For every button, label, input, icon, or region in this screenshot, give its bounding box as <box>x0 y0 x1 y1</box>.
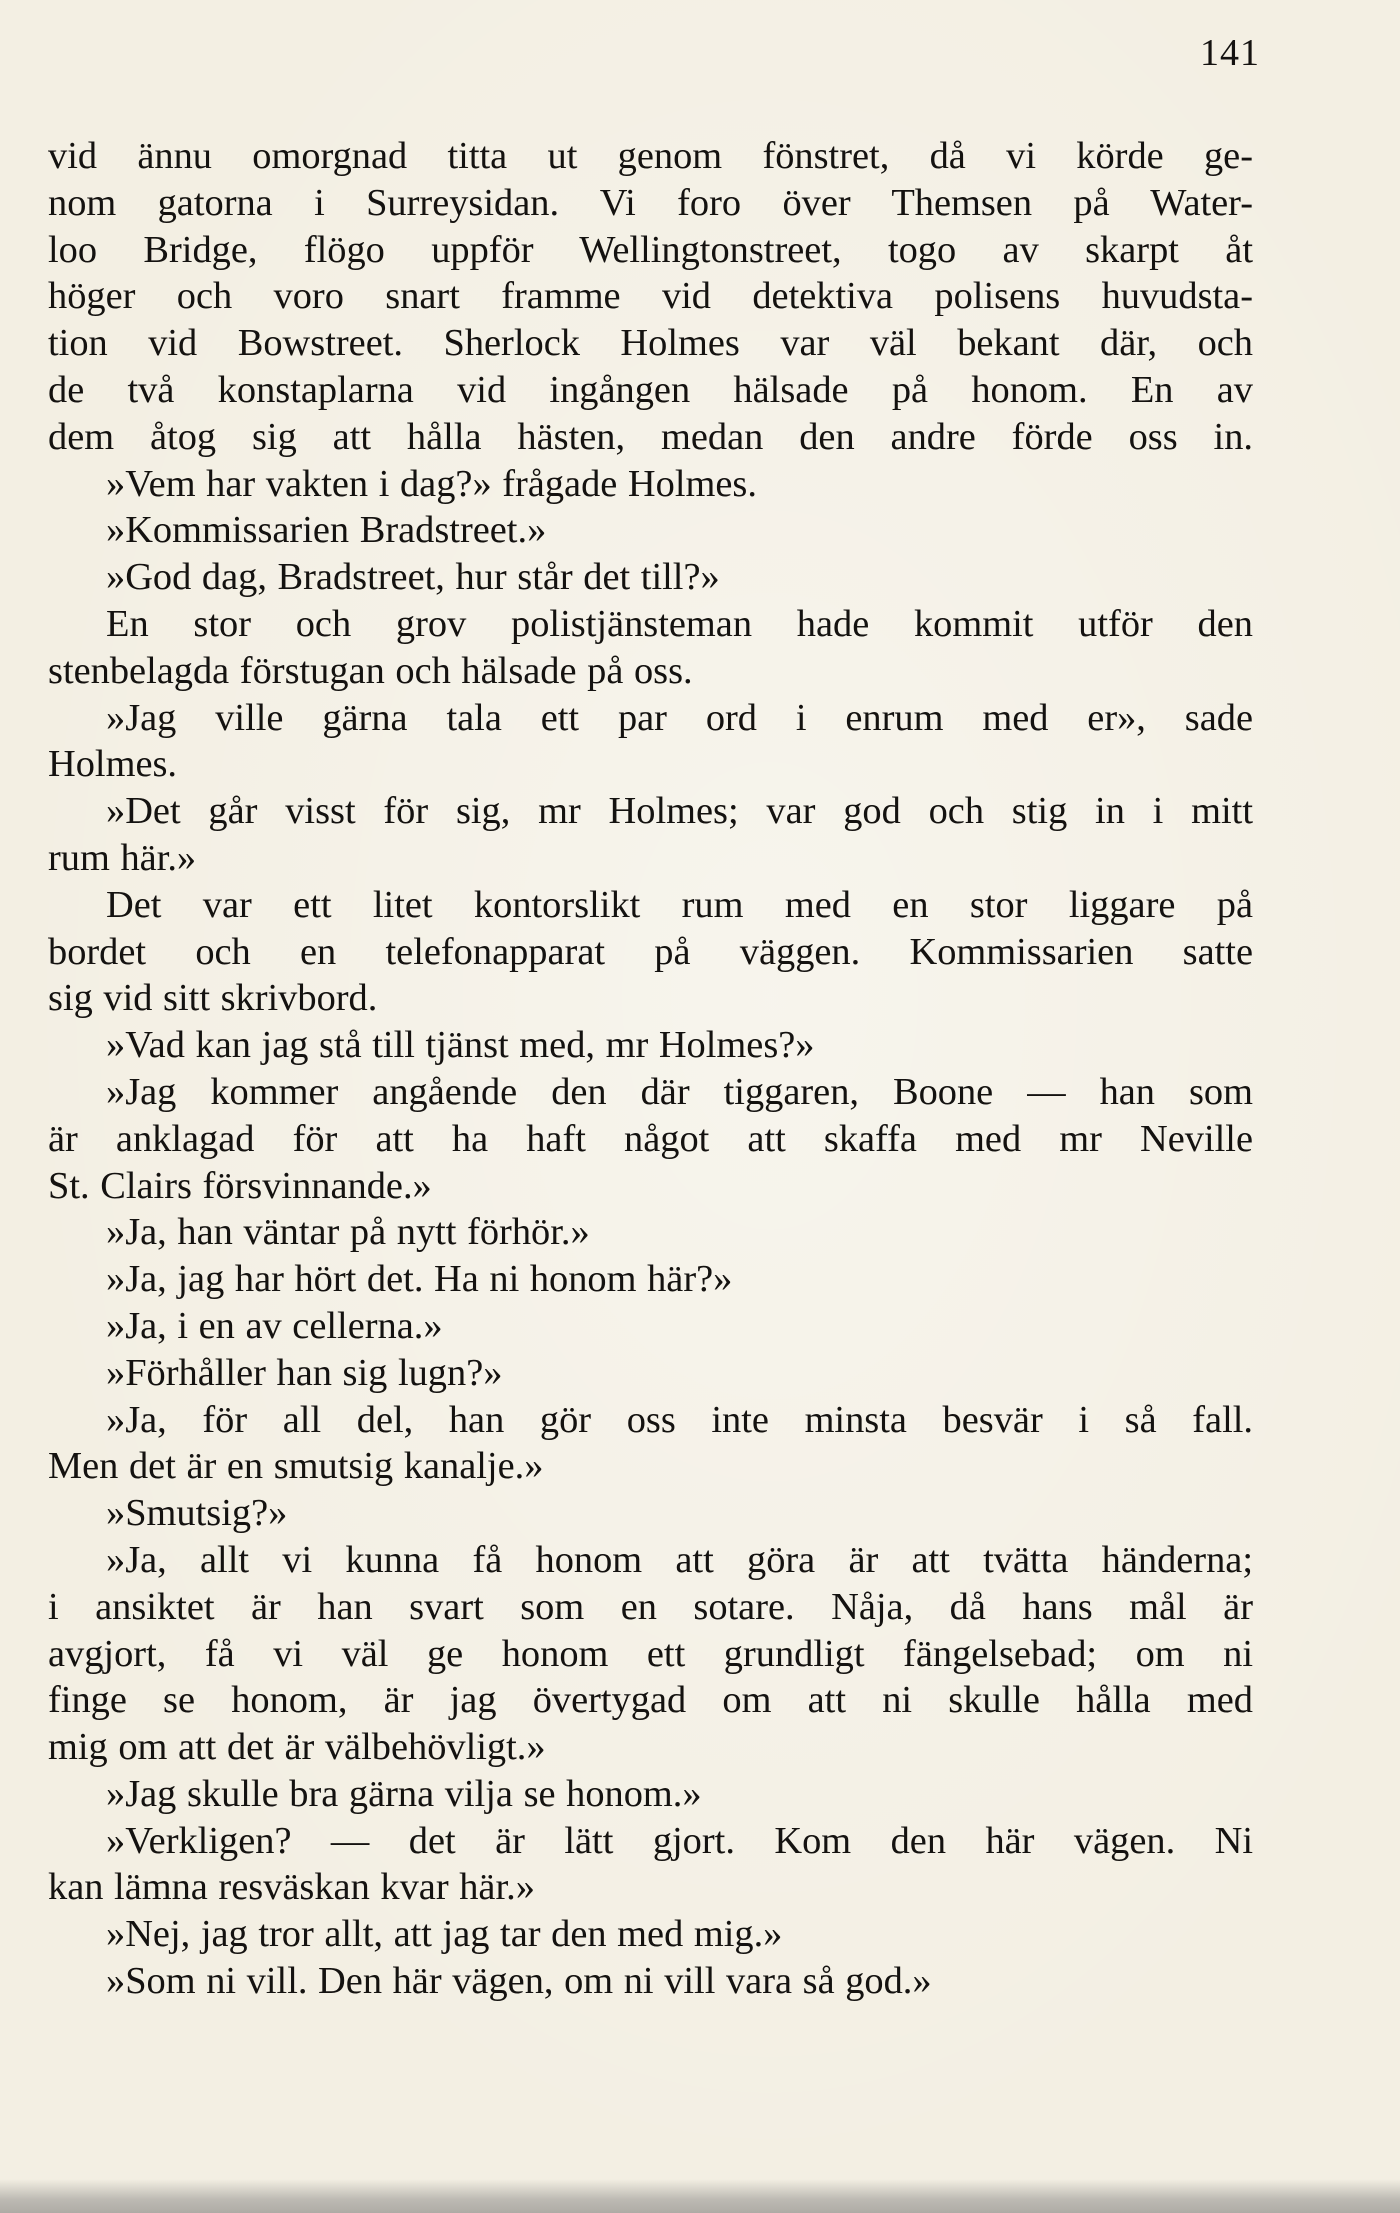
text-line: »Som ni vill. Den här vägen, om ni vill vara så god.» <box>106 1960 932 2003</box>
text-line: En stor och grov polistjänsteman hade kommit utför den <box>106 602 1253 645</box>
text-line: nom gatorna i Surreysidan. Vi foro över Themsen på Water- <box>48 181 1253 224</box>
text-line: mig om att det är välbehövligt.» <box>48 1726 546 1769</box>
text-line: »Jag kommer angående den där tiggaren, Boone — han som <box>106 1070 1253 1113</box>
page-number: 141 <box>1200 32 1260 74</box>
text-line: »Kommissarien Bradstreet.» <box>106 509 547 552</box>
text-line: de två konstaplarna vid ingången hälsade på honom. En av <box>48 368 1253 411</box>
text-line: »Jag ville gärna tala ett par ord i enrum med er», sade <box>106 696 1253 739</box>
text-line: »Smutsig?» <box>106 1492 288 1535</box>
text-line: »Det går visst för sig, mr Holmes; var god och stig in i mitt <box>106 790 1253 833</box>
text-line: Det var ett litet kontorslikt rum med en stor liggare på <box>106 883 1253 926</box>
text-line: höger och voro snart framme vid detektiva polisens huvudsta- <box>48 275 1253 318</box>
text-line: St. Clairs försvinnande.» <box>48 1164 432 1207</box>
text-line: »Ja, jag har hört det. Ha ni honom här?» <box>106 1258 733 1301</box>
text-line: sig vid sitt skrivbord. <box>48 977 378 1020</box>
text-line: »Vem har vakten i dag?» frågade Holmes. <box>106 462 757 505</box>
text-line: »Verkligen? — det är lätt gjort. Kom den här vägen. Ni <box>106 1819 1253 1862</box>
text-line: Holmes. <box>48 743 178 786</box>
text-line: finge se honom, är jag övertygad om att ni skulle hålla med <box>48 1679 1253 1722</box>
text-line: kan lämna resväskan kvar här.» <box>48 1866 535 1909</box>
text-line: avgjort, få vi väl ge honom ett grundligt fängelsebad; om ni <box>48 1632 1253 1675</box>
text-line: bordet och en telefonapparat på väggen. Kommissarien satte <box>48 930 1253 973</box>
text-line: »Förhåller han sig lugn?» <box>106 1351 503 1394</box>
text-line: är anklagad för att ha haft något att skaffa med mr Neville <box>48 1117 1253 1160</box>
text-line: stenbelagda förstugan och hälsade på oss. <box>48 649 693 692</box>
text-line: vid ännu omorgnad titta ut genom fönstret, då vi körde ge- <box>48 135 1253 177</box>
text-line: i ansiktet är han svart som en sotare. Nåja, då hans mål är <box>48 1585 1253 1628</box>
text-line: rum här.» <box>48 836 197 879</box>
text-line: »Ja, i en av cellerna.» <box>106 1304 443 1347</box>
text-line: loo Bridge, flögo uppför Wellingtonstreet, togo av skarpt åt <box>48 228 1253 271</box>
scan-edge-shadow <box>0 2179 1400 2213</box>
text-line: »Nej, jag tror allt, att jag tar den med mig.» <box>106 1913 783 1956</box>
text-line: »Ja, han väntar på nytt förhör.» <box>106 1211 590 1254</box>
text-line: »Vad kan jag stå till tjänst med, mr Holmes?» <box>106 1024 815 1067</box>
text-line: dem åtog sig att hålla hästen, medan den andre förde oss in. <box>48 415 1253 458</box>
body-text <box>48 133 1253 2005</box>
text-line: tion vid Bowstreet. Sherlock Holmes var väl bekant där, och <box>48 322 1253 365</box>
text-line: Men det är en smutsig kanalje.» <box>48 1445 544 1488</box>
text-line: »Ja, allt vi kunna få honom att göra är att tvätta händerna; <box>106 1538 1253 1581</box>
text-line: »Ja, för all del, han gör oss inte minsta besvär i så fall. <box>106 1398 1253 1441</box>
text-line: »God dag, Bradstreet, hur står det till?» <box>106 556 720 599</box>
text-line: »Jag skulle bra gärna vilja se honom.» <box>106 1772 702 1815</box>
